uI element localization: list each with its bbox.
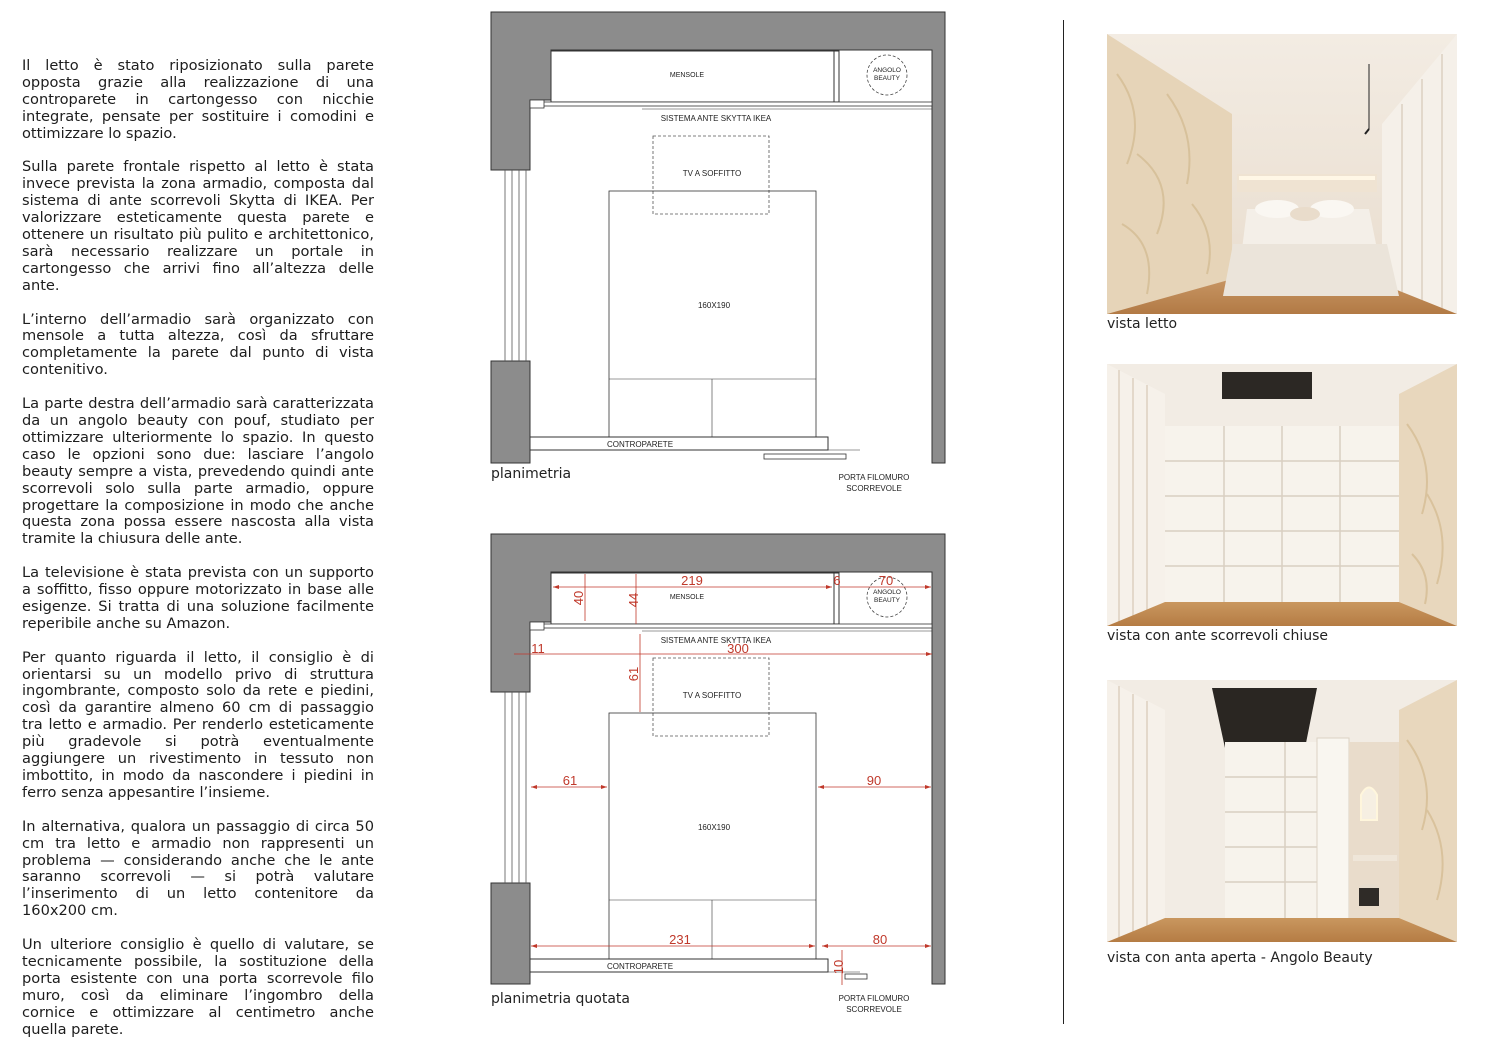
paragraph-5: La televisione è stata prevista con un supporto a soffitto, fisso oppure motorizzato in base alle esigenze. Si tratta di una soluzione facilmente reperibile anche su Amazon. <box>22 564 374 632</box>
floor-plan-dimensioned <box>480 520 950 1020</box>
column-divider <box>1063 20 1064 1024</box>
tv-label: TV A SOFFITTO <box>682 169 742 178</box>
paragraph-8: Un ulteriore consiglio è quello di valutare, se tecnicamente possibile, la sostituzione della porta esistente con una porta scorrevole filo muro, così da eliminare l’ingombro della cornice e ottimizzare al centimetro anche quella parete. <box>22 936 374 1038</box>
description-text <box>22 58 374 1055</box>
controparete <box>530 437 828 450</box>
window-lines <box>505 170 526 361</box>
bed <box>609 191 816 437</box>
plan-dimensioned-caption: planimetria quotata <box>491 991 630 1007</box>
render-open-caption: vista con anta aperta - Angolo Beauty <box>1107 950 1373 966</box>
paragraph-6: Per quanto riguarda il letto, il consiglio è di orientarsi su un modello privo di struttura ingombrante, composto solo da rete e piedini, così da garantire almeno 60 cm di passaggio tra letto e armadio. Per renderlo esteticamente più gradevole si potrà eventualmente aggiungere un rivestimento in tessuto non imbottito, in modo da nascondere i piedini in ferro senza appesantire l’insieme. <box>22 648 374 801</box>
sliding-rail <box>530 624 932 628</box>
bed <box>609 713 816 959</box>
sistema-ante-label: SISTEMA ANTE SKYTTA IKEA <box>660 114 772 123</box>
window-lines <box>505 692 526 883</box>
controparete-label: CONTROPARETE <box>606 962 674 971</box>
wall-left-lower <box>491 883 530 984</box>
dim-80: 80 <box>872 932 888 947</box>
beauty-label: BEAUTY <box>873 597 901 604</box>
dim-90: 90 <box>866 773 882 788</box>
render-wardrobe-closed <box>1107 364 1457 626</box>
floor-plan <box>480 0 950 500</box>
controparete-label: CONTROPARETE <box>606 440 674 449</box>
dim-219: 219 <box>681 573 703 588</box>
porta-label-1: PORTA FILOMURO <box>838 473 910 482</box>
dim-300: 300 <box>727 641 749 656</box>
bed-size-label: 160X190 <box>697 823 731 832</box>
paragraph-1: Il letto è stato riposizionato sulla parete opposta grazie alla realizzazione di una controparete in cartongesso con nicchie integrate, pensate per sostituire i comodini e ottimizzare lo spazio. <box>22 57 374 142</box>
angolo-label: ANGOLO <box>873 67 901 74</box>
controparete <box>530 959 828 972</box>
paragraph-2: Sulla parete frontale rispetto al letto è stata invece prevista la zona armadio, composta dal sistema di ante scorrevoli Skytta di IKEA. Per valorizzare esteticamente questa parete e ottenere un risultato più pulito e architettonico, sarà necessario realizzare un portale in cartongesso che arrivi fino all’altezza delle ante. <box>22 158 374 294</box>
render-wardrobe-open <box>1107 680 1457 942</box>
dim-70: 70 <box>878 573 894 588</box>
door <box>845 974 867 979</box>
porta-label-2: SCORREVOLE <box>846 1005 902 1014</box>
bed-size-label: 160X190 <box>697 301 731 310</box>
dim-11: 11 <box>531 641 545 656</box>
paragraph-7: In alternativa, qualora un passaggio di circa 50 cm tra letto e armadio non rappresenti un problema — considerando anche che le ante saranno scorrevoli — si potrà valutare l’inserimento di un letto contenitore da 160x200 cm. <box>22 817 374 920</box>
dim-231: 231 <box>669 932 691 947</box>
porta-label-2: SCORREVOLE <box>846 484 902 493</box>
mensole-label: MENSOLE <box>669 72 705 79</box>
rail-end <box>530 622 544 630</box>
beauty-label: BEAUTY <box>873 75 901 82</box>
wardrobe-divider <box>834 51 839 102</box>
render-bed-caption: vista letto <box>1107 316 1178 332</box>
sliding-rail <box>530 102 932 106</box>
render-closed-caption: vista con ante scorrevoli chiuse <box>1107 628 1329 644</box>
dim-61-v: 61 <box>626 666 641 682</box>
paragraph-4: La parte destra dell’armadio sarà caratterizzata da un angolo beauty con pouf, studiato per ottimizzare ulteriormente lo spazio. In questo caso le opzioni sono due: lasciare l’angolo beauty sempre a vista, prevedendo quindi ante scorrevoli solo sulla parte armadio, oppure progettare la composizione in modo che anche questa zona possa essere nascosta alla vista tramite la chiusura delle ante. <box>22 395 374 548</box>
rail-end <box>530 100 544 108</box>
sistema-ante-label: SISTEMA ANTE SKYTTA IKEA <box>660 636 772 645</box>
dim-44: 44 <box>626 592 641 608</box>
render-bed-view <box>1107 34 1457 314</box>
dim-61-h: 61 <box>562 773 578 788</box>
plan-caption: planimetria <box>491 466 572 482</box>
dim-40: 40 <box>571 590 586 606</box>
angolo-label: ANGOLO <box>873 589 901 596</box>
wall-left-lower <box>491 361 530 463</box>
dim-10: 10 <box>831 959 846 975</box>
mensole-label: MENSOLE <box>669 594 705 601</box>
dim-6: 6 <box>833 573 841 588</box>
porta-label-1: PORTA FILOMURO <box>838 994 910 1003</box>
tv-label: TV A SOFFITTO <box>682 691 742 700</box>
paragraph-3: L’interno dell’armadio sarà organizzato con mensole a tutta altezza, così da sfruttare completamente la parete dal punto di vista contenitivo. <box>22 310 374 379</box>
door <box>764 454 846 459</box>
